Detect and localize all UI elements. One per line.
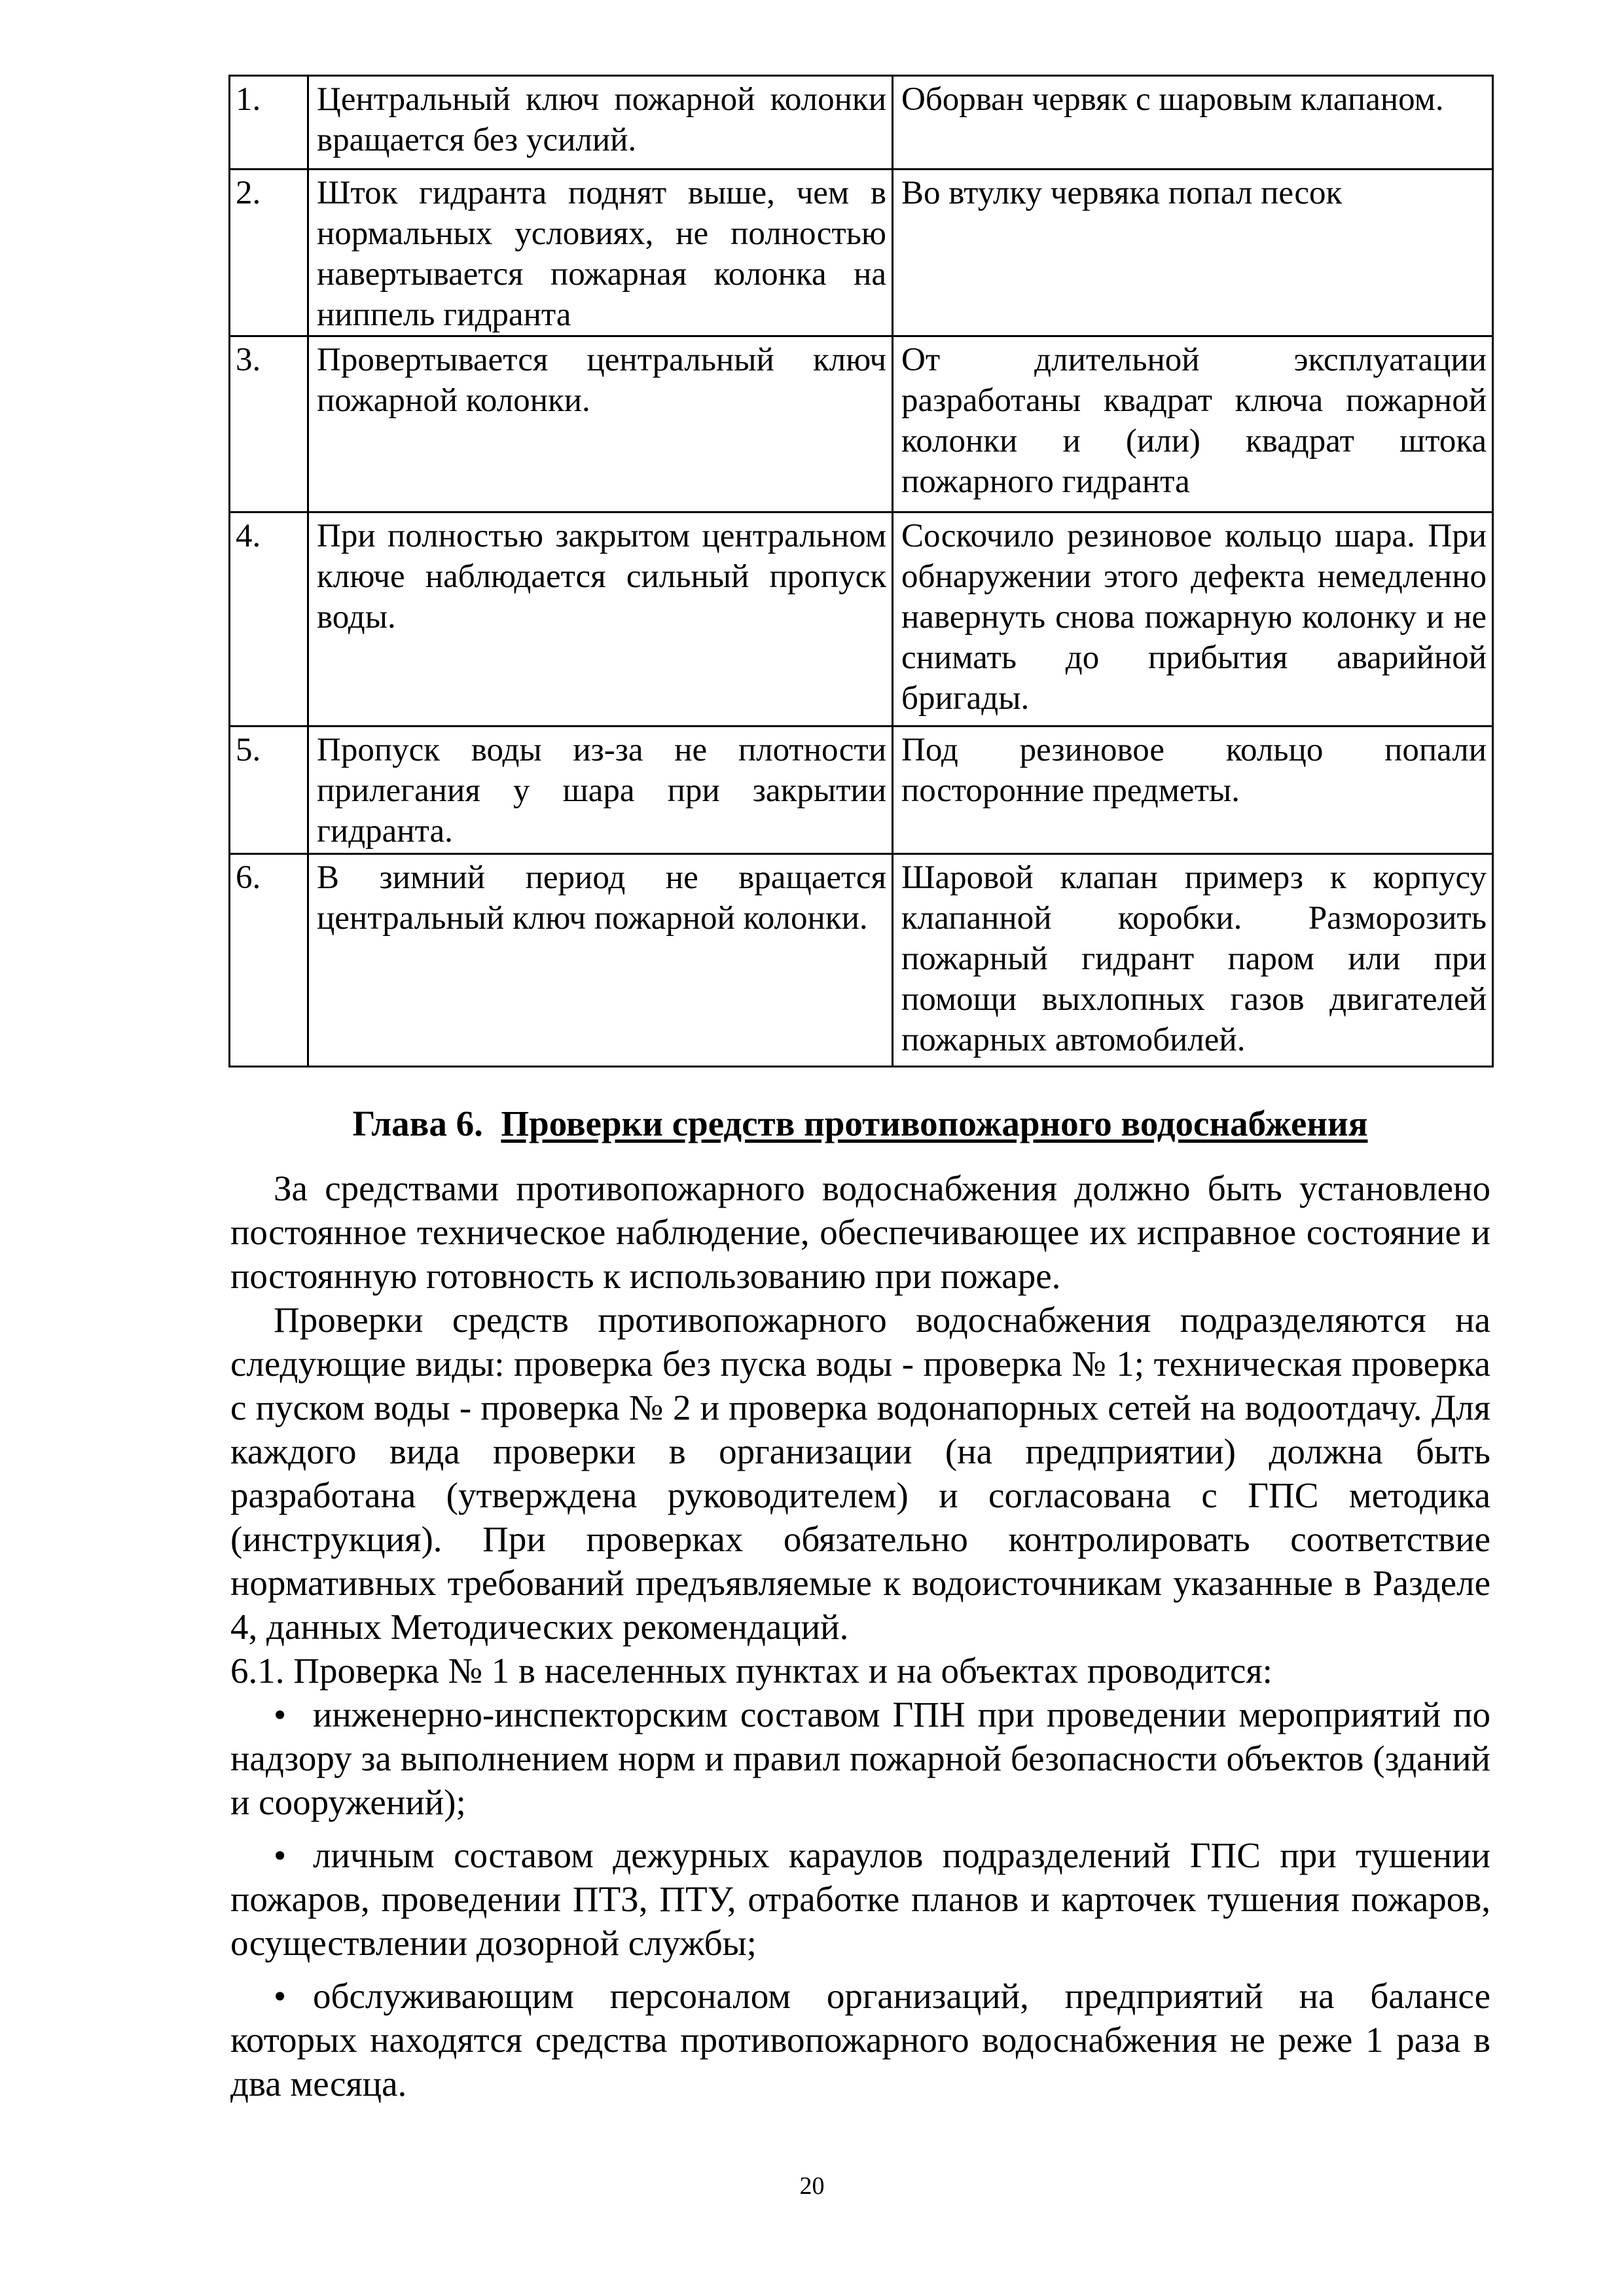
list-item xyxy=(230,1974,1490,2106)
table-row xyxy=(230,336,1493,512)
page-number: 20 xyxy=(799,2172,825,2200)
list-item-text: инженерно-инспекторским составом ГПН при проведении мероприятий по надзору за выполнением норм и правил пожарной безопасности объектов (зданий и сооружений); xyxy=(230,1695,1490,1822)
defect-cause: Оборван червяк с шаровым клапаном. xyxy=(893,76,1493,170)
defect-cause: Во втулку червяка попал песок xyxy=(893,170,1493,336)
row-number: 2. xyxy=(230,170,308,336)
table-row xyxy=(230,170,1493,336)
row-number: 1. xyxy=(230,76,308,170)
defect-symptom: Центральный ключ пожарной колонки вращается без усилий. xyxy=(308,76,893,170)
chapter-heading xyxy=(228,1101,1492,1147)
paragraph: За средствами противопожарного водоснабжения должно быть установлено постоянное техническое наблюдение, обеспечивающее их исправное состояние и постоянную готовность к использованию при пожаре. xyxy=(230,1168,1490,1296)
chapter-title: Проверки средств противопожарного водоснабжения xyxy=(501,1103,1368,1143)
defect-symptom: Шток гидранта поднят выше, чем в нормальных условиях, не полностью навертывается пожарная колонка на ниппель гидранта xyxy=(308,170,893,336)
defect-cause: Под резиновое кольцо попали посторонние предметы. xyxy=(893,726,1493,854)
defect-symptom: В зимний период не вращается центральный ключ пожарной колонки. xyxy=(308,854,893,1067)
bullet-icon: • xyxy=(274,1695,287,1734)
defects-table xyxy=(228,75,1494,1067)
list-item xyxy=(230,1693,1490,1824)
list-item xyxy=(230,1833,1490,1965)
list-item-text: личным составом дежурных караулов подразделений ГПС при тушении пожаров, проведении ПТЗ, ПТУ, отработке планов и карточек тушения пожаров, осуществлении дозорной службы; xyxy=(230,1835,1490,1963)
table-row xyxy=(230,512,1493,726)
row-number: 6. xyxy=(230,854,308,1067)
defect-cause: Шаровой клапан примерз к корпусу клапанной коробки. Разморозить пожарный гидрант паром или при помощи выхлопных газов двигателей пожарных автомобилей. xyxy=(893,854,1493,1067)
row-number: 3. xyxy=(230,336,308,512)
defect-symptom: При полностью закрытом центральном ключе наблюдается сильный пропуск воды. xyxy=(308,512,893,726)
bullet-icon: • xyxy=(274,1976,287,2016)
table-row xyxy=(230,76,1493,170)
table-row xyxy=(230,726,1493,854)
chapter-label: Глава 6. xyxy=(352,1103,483,1143)
body-text xyxy=(230,1166,1490,2115)
defect-cause: Соскочило резиновое кольцо шара. При обнаружении этого дефекта немедленно навернуть снова пожарную колонку и не снимать до прибытия аварийной бригады. xyxy=(893,512,1493,726)
defect-symptom: Пропуск воды из-за не плотности прилегания у шара при закрытии гидранта. xyxy=(308,726,893,854)
paragraph: Проверки средств противопожарного водоснабжения подразделяются на следующие виды: проверка без пуска воды - проверка № 1; техническая проверка с пуском воды - проверка № 2 и проверка водонапорных сетей на водоотдачу. Для каждого вида проверки в организации (на предприятии) должна быть разработана (утверждена руководителем) и согласована с ГПС методика (инструкция). При проверках обязательно контролировать соответствие нормативных требований предъявляемые к водоисточникам указанные в Разделе 4, данных Методических рекомендаций. xyxy=(230,1300,1490,1647)
bullet-list xyxy=(230,1693,1490,2106)
table-row xyxy=(230,854,1493,1067)
list-item-text: обслуживающим персоналом организаций, предприятий на балансе которых находятся средства противопожарного водоснабжения не реже 1 раза в два месяца. xyxy=(230,1976,1490,2104)
defect-cause: От длительной эксплуатации разработаны квадрат ключа пожарной колонки и (или) квадрат штока пожарного гидранта xyxy=(893,336,1493,512)
row-number: 4. xyxy=(230,512,308,726)
row-number: 5. xyxy=(230,726,308,854)
defect-symptom: Провертывается центральный ключ пожарной колонки. xyxy=(308,336,893,512)
section-heading: 6.1. Проверка № 1 в населенных пунктах и на объектах проводится: xyxy=(230,1651,1272,1691)
bullet-icon: • xyxy=(274,1835,287,1875)
